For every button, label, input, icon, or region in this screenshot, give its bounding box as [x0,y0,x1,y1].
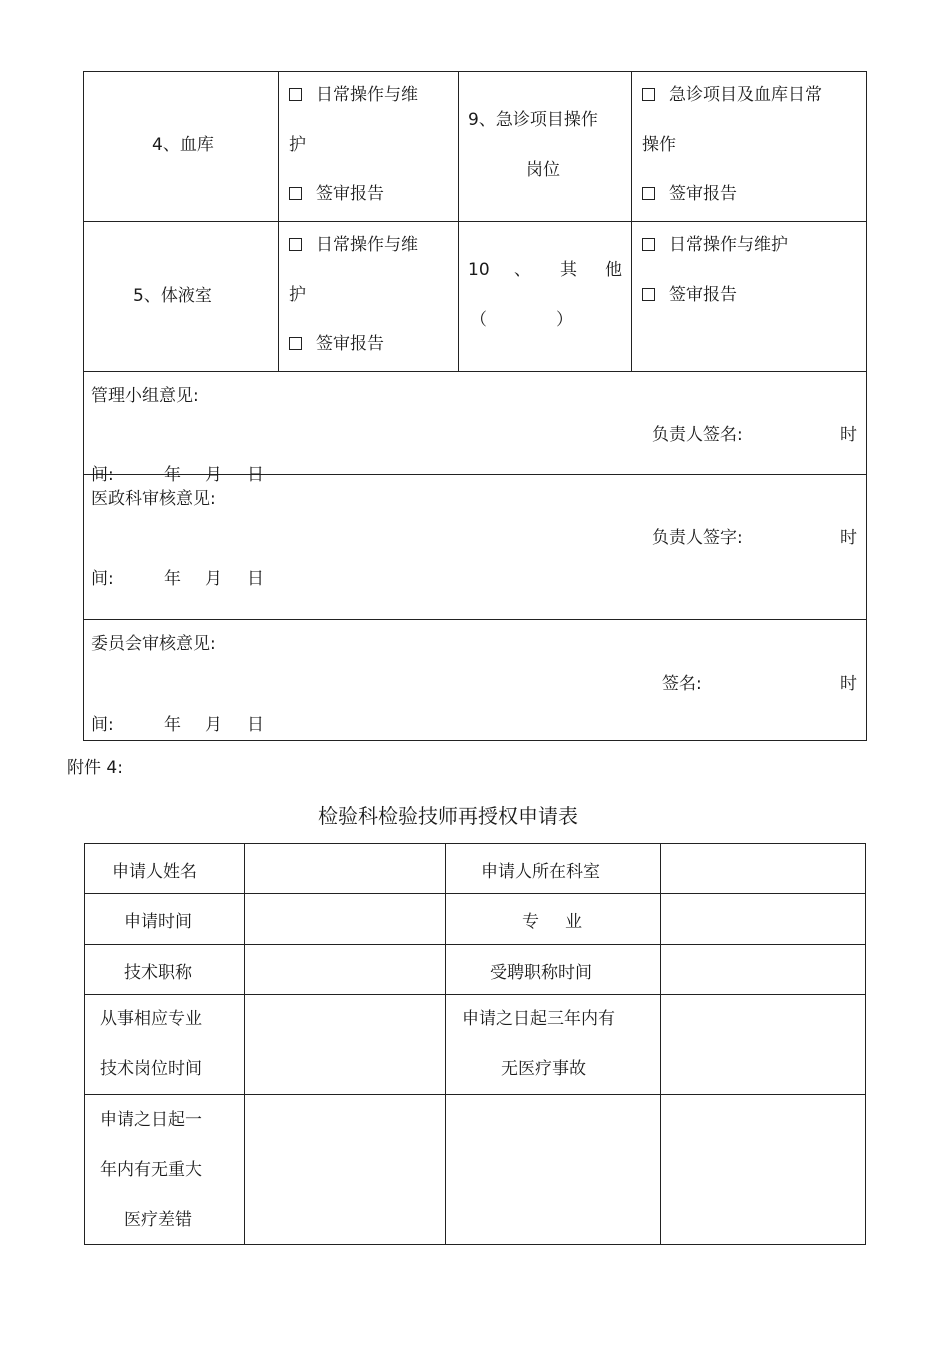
applicant-dept-label: 申请人所在科室 [481,862,600,882]
row5-checkbox-review[interactable]: 签审报告 [289,336,384,353]
accident-label-a: 申请之日起三年内有 [462,1009,615,1029]
row5-routine-continued: 护 [289,285,306,305]
mgmt-heading: 管理小组意见: [91,386,199,406]
checkbox-icon [289,238,302,251]
error-label-c: 医疗差错 [124,1210,192,1230]
medical-affairs-sign-label: 负责人签字: [652,528,743,548]
row10-word2: 他 [605,260,622,280]
medical-affairs-time-prefix: 间: [91,569,114,589]
medical-affairs-day: 日 [247,569,264,589]
row4-label: 4、血库 [152,135,214,155]
committee-day: 日 [247,715,264,735]
row5-checkbox-routine[interactable]: 日常操作与维 [289,237,418,254]
row4-checkbox-review[interactable]: 签审报告 [289,186,384,203]
work-years-label-a: 从事相应专业 [100,1009,202,1029]
error-field[interactable] [246,1096,444,1243]
checkbox-icon [642,187,655,200]
row10-checkbox-routine[interactable]: 日常操作与维护 [642,237,788,254]
committee-month: 月 [205,715,222,735]
hire-title-time-field[interactable] [662,946,864,993]
medical-affairs-time-char: 时 [840,528,857,548]
committee-time-char: 时 [840,674,857,694]
applicant-dept-field[interactable] [662,845,864,892]
apply-time-label: 申请时间 [124,912,192,932]
attachment-label: 附件 4: [67,758,123,778]
error-extra-field-1[interactable] [447,1096,659,1243]
row9-emergency-continued: 操作 [642,135,676,155]
mgmt-year: 年 [164,465,181,485]
applicant-name-field[interactable] [246,845,444,892]
committee-time-prefix: 间: [91,715,114,735]
work-years-field[interactable] [246,996,444,1093]
medical-affairs-heading: 医政科审核意见: [91,489,216,509]
committee-sign-label: 签名: [662,674,702,694]
checkbox-icon [642,238,655,251]
committee-year: 年 [164,715,181,735]
row9-label-continued: 岗位 [526,160,560,180]
medical-affairs-year: 年 [164,569,181,589]
row9-checkbox-review[interactable]: 签审报告 [642,186,737,203]
work-years-label-b: 技术岗位时间 [100,1059,202,1079]
checkbox-icon [642,288,655,301]
checkbox-icon [289,187,302,200]
specialty-field[interactable] [662,895,864,943]
medical-affairs-month: 月 [205,569,222,589]
accident-field[interactable] [662,996,864,1093]
mgmt-time-char: 时 [840,425,857,445]
tech-title-label: 技术职称 [124,963,192,983]
checkbox-icon [642,88,655,101]
row5-label: 5、体液室 [133,286,212,306]
row10-separator: 、 [514,260,531,280]
tech-title-field[interactable] [246,946,444,993]
hire-title-time-label: 受聘职称时间 [490,963,592,983]
mgmt-day: 日 [247,465,264,485]
row10-paren-open: （ [470,310,487,330]
specialty-label-a: 专 [522,912,539,932]
checkbox-icon [289,337,302,350]
row4-routine-continued: 护 [289,135,306,155]
row10-paren-close: ） [556,310,573,330]
row10-checkbox-review[interactable]: 签审报告 [642,287,737,304]
committee-heading: 委员会审核意见: [91,634,216,654]
row10-word1: 其 [560,260,577,280]
form-title: 检验科检验技师再授权申请表 [318,804,578,828]
row9-label: 9、急诊项目操作 [468,110,598,130]
error-label-b: 年内有无重大 [100,1160,202,1180]
error-extra-field-2[interactable] [662,1096,864,1243]
apply-time-field[interactable] [246,895,444,943]
specialty-label-b: 业 [565,912,582,932]
mgmt-sign-label: 负责人签名: [652,425,743,445]
row9-checkbox-emergency[interactable]: 急诊项目及血库日常 [642,87,822,104]
checkbox-icon [289,88,302,101]
mgmt-time-prefix: 间: [91,465,114,485]
mgmt-month: 月 [205,465,222,485]
error-label-a: 申请之日起一 [100,1110,202,1130]
row10-number: 10 [468,260,490,280]
accident-label-b: 无医疗事故 [501,1059,586,1079]
applicant-name-label: 申请人姓名 [112,862,197,882]
row4-checkbox-routine[interactable]: 日常操作与维 [289,87,418,104]
